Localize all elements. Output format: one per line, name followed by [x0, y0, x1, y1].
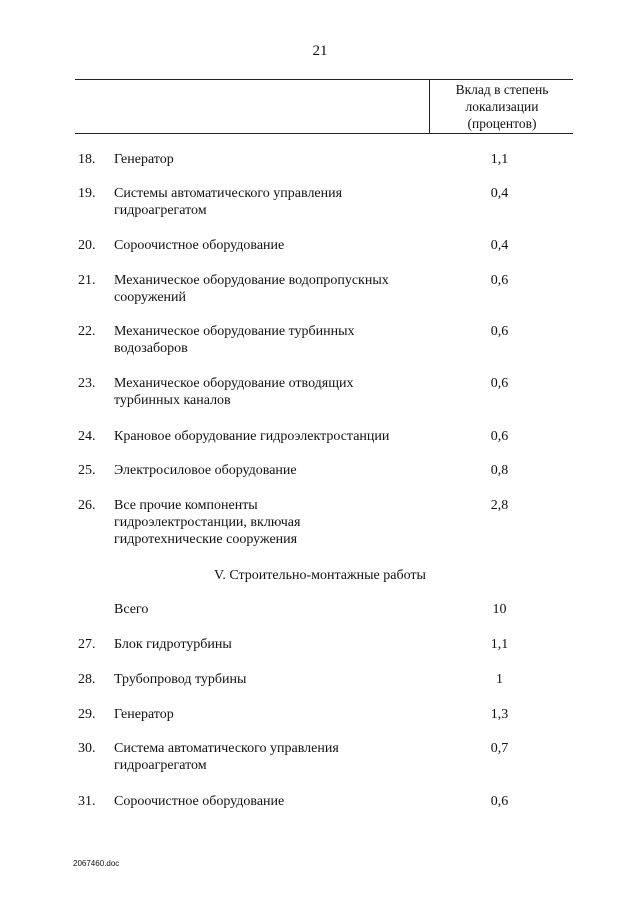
column-header-line: Вклад в степень: [455, 82, 549, 97]
column-header-contribution: [432, 81, 572, 132]
row-label-line: Трубопровод турбины: [114, 672, 247, 687]
row-label: [114, 428, 424, 445]
row-label-line: Генератор: [114, 707, 174, 722]
row-label-line: Система автоматического управления: [114, 741, 339, 756]
row-number: 19.: [78, 186, 96, 201]
table-header-bottom-rule: [75, 133, 573, 134]
row-label-line: сооружений: [114, 290, 187, 305]
row-label: [114, 462, 424, 479]
row-value: 0,7: [490, 741, 509, 756]
row-value: 0,6: [490, 429, 509, 444]
row-number: 29.: [78, 707, 96, 722]
row-label-line: Сороочистное оборудование: [114, 238, 285, 253]
total-value: 10: [492, 602, 507, 617]
row-label-line: гидротехнические сооружения: [114, 532, 298, 547]
row-number: 31.: [78, 794, 96, 809]
row-value: 0,8: [490, 463, 509, 478]
row-number: 28.: [78, 672, 96, 687]
row-label: [114, 706, 424, 723]
row-value: 0,4: [490, 238, 509, 253]
table-header-column-divider: [429, 79, 430, 133]
row-label-line: Системы автоматического управления: [114, 186, 343, 201]
page-number: 21: [312, 43, 328, 59]
row-label-line: гидроагрегатом: [114, 203, 207, 218]
footer-filename: 2067460.doc: [73, 859, 120, 868]
row-label-line: водозаборов: [114, 341, 188, 356]
row-label-line: Механическое оборудование водопропускных: [114, 273, 389, 288]
row-number: 18.: [78, 152, 96, 167]
row-label: [114, 237, 424, 254]
row-label: [114, 793, 424, 810]
row-label-line: Крановое оборудование гидроэлектростанции: [114, 429, 390, 444]
section-title: V. Строительно-монтажные работы: [214, 568, 426, 583]
row-value: 0,6: [490, 376, 509, 391]
row-label: [114, 636, 424, 653]
row-label-line: гидроэлектростанции, включая: [114, 515, 301, 530]
row-value: 0,6: [490, 794, 509, 809]
row-value: 1,1: [490, 637, 509, 652]
row-label-line: Электросиловое оборудование: [114, 463, 297, 478]
row-label: [114, 497, 424, 548]
row-value: 1,3: [490, 707, 509, 722]
row-value: 1: [496, 672, 503, 687]
row-number: 21.: [78, 273, 96, 288]
row-number: 24.: [78, 429, 96, 444]
row-number: 22.: [78, 324, 96, 339]
row-label-line: Механическое оборудование турбинных: [114, 324, 355, 339]
row-label-line: Все прочие компоненты: [114, 498, 258, 513]
row-number: 25.: [78, 463, 96, 478]
row-number: 27.: [78, 637, 96, 652]
row-value: 0,4: [490, 186, 509, 201]
table-header-top-rule: [75, 79, 573, 80]
row-label-line: Блок гидротурбины: [114, 637, 232, 652]
row-label: [114, 740, 424, 774]
row-number: 30.: [78, 741, 96, 756]
row-value: 0,6: [490, 273, 509, 288]
column-header-line: (процентов): [467, 116, 537, 131]
row-label-line: турбинных каналов: [114, 393, 231, 408]
row-label-line: Сороочистное оборудование: [114, 794, 285, 809]
row-value: 2,8: [490, 498, 509, 513]
row-number: 20.: [78, 238, 96, 253]
row-label-line: Механическое оборудование отводящих: [114, 376, 354, 391]
row-label: [114, 151, 424, 168]
column-header-line: локализации: [465, 99, 539, 114]
row-number: 23.: [78, 376, 96, 391]
row-label-line: Генератор: [114, 152, 174, 167]
row-label: [114, 375, 424, 409]
row-label: [114, 323, 424, 357]
row-value: 1,1: [490, 152, 509, 167]
row-label: [114, 671, 424, 688]
row-value: 0,6: [490, 324, 509, 339]
row-number: 26.: [78, 498, 96, 513]
total-label: Всего: [114, 602, 149, 617]
row-label: [114, 185, 424, 219]
row-label-line: гидроагрегатом: [114, 758, 207, 773]
row-label: [114, 272, 424, 306]
